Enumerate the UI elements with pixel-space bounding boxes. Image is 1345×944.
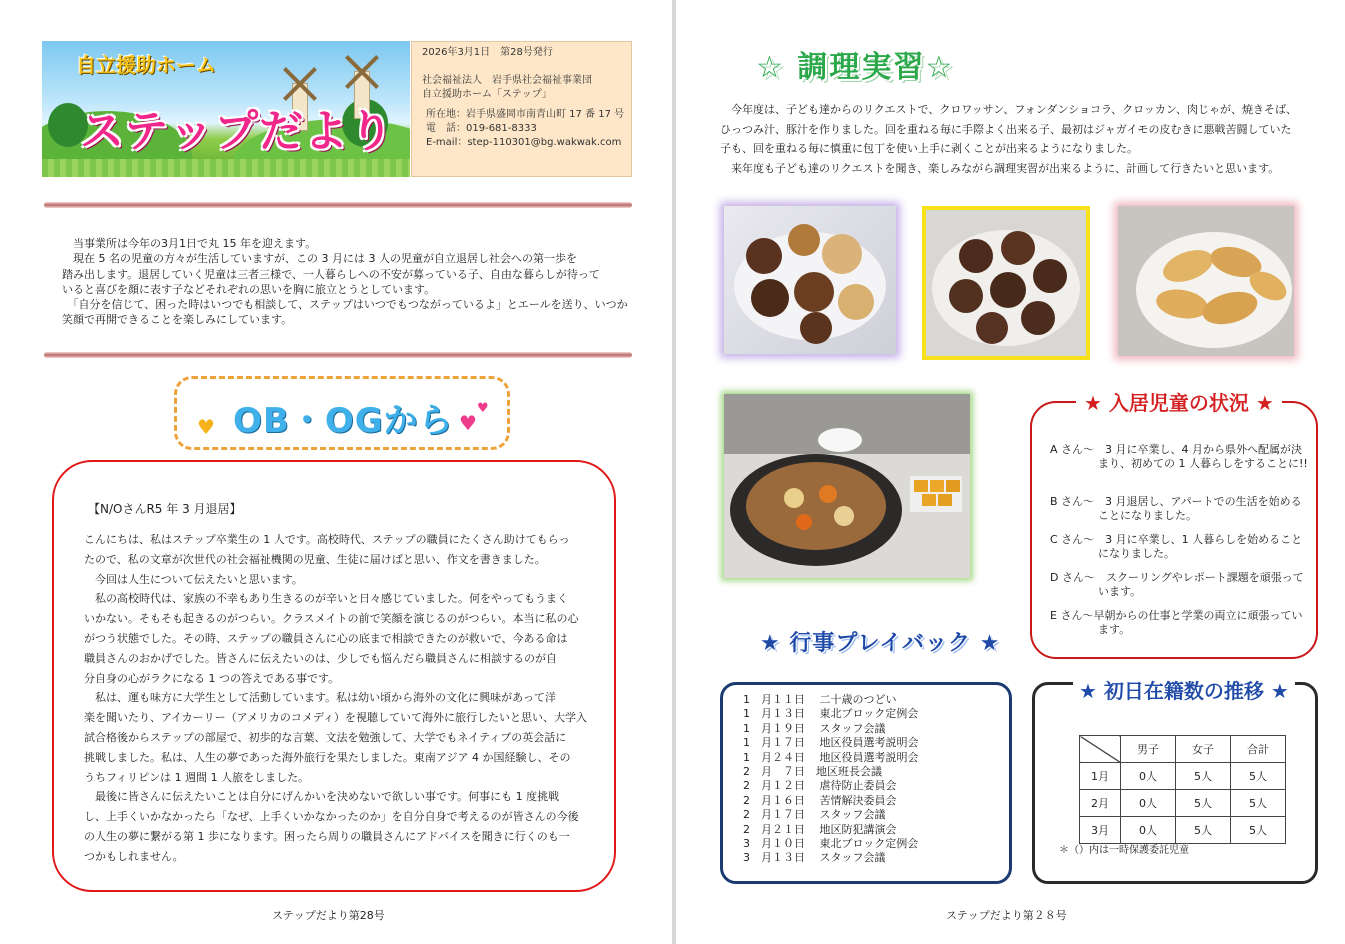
banner-title: ステップだより — [80, 106, 395, 157]
divider-rule — [44, 352, 632, 358]
home-name: 自立援助ホーム「ステップ」 — [422, 89, 552, 100]
cooking-line: 子も、回を重ねる毎に慎重に包丁を使い上手に剥くことが出来るようになりました。 — [720, 142, 1138, 155]
letter-line: 最後に皆さんに伝えたいことは自分にげんかいを決めないで欲しい事です。何事にも 1 度挑戦 — [84, 790, 560, 804]
page-footer: ステップだより第28号 — [272, 909, 385, 922]
cooking-line: ひっつみ汁、豚汁を作りました。回を重ねる毎に手際よく出来る子、最初はジャガイモの皮むきに悪戦苦闘していた — [720, 122, 1292, 136]
letter-line: うちフィリピンは 1 週間 1 人旅をしました。 — [84, 770, 310, 784]
banner-subtitle: 自立援助ホーム — [76, 53, 216, 77]
intro-paragraph — [62, 236, 632, 328]
table-row — [1080, 790, 1286, 817]
table-row — [1080, 763, 1286, 790]
table-cell: 3月 — [1080, 817, 1121, 844]
table-cell: 5人 — [1231, 790, 1286, 817]
event-item: 2 月１２日 虐待防止委員会 — [743, 779, 897, 793]
letter-line: いかない。そもそも起きるのがつらい。クラスメイトの前で笑顔を演じるのがつらい。本当に私の心 — [84, 612, 579, 626]
heart-icon: ♥ — [459, 411, 477, 435]
fondant-image — [926, 210, 1086, 356]
events-box — [720, 682, 1012, 884]
events-title: ★ 行事プレイバック ★ — [760, 631, 1001, 656]
enrollment-title: ★ 初日在籍数の推移 ★ — [1073, 675, 1295, 704]
photo-nikujaga — [724, 394, 970, 578]
status-item: A さん～ 3 月に卒業し、4 月から県外へ配属が決まり、初めての 1 人暮らしをすることに!! — [1050, 443, 1308, 471]
letter-line: こんにちは、私はステップ卒業生の 1 人です。高校時代、ステップの職員にたくさん助けてもらっ — [84, 533, 570, 546]
nikujaga-image — [724, 394, 970, 578]
event-item: 3 月１３日 スタッフ会議 — [743, 851, 886, 865]
issue-info-box — [411, 41, 632, 177]
event-item: 2 月１７日 スタッフ会議 — [743, 808, 886, 822]
intro-line: 現在 5 名の児童の方々が生活していますが、この 3 月には 3 人の児童が自立退居し社会への第一歩を — [62, 252, 577, 266]
status-title: ★ 入居児童の状況 ★ — [1076, 387, 1282, 416]
table-header-cell: 女子 — [1176, 736, 1231, 763]
event-item: 1 月２４日 地区役員選考説明会 — [743, 750, 919, 764]
intro-line: いると喜びを顔に表す子などそれぞれの思いを胸に旅立とうとしています。 — [62, 282, 436, 296]
alumni-letter-box — [52, 460, 616, 892]
cooking-line: 今年度は、子ども達からのリクエストで、クロワッサン、フォンダンショコラ、クロッカン、肉じゃが、焼きそば、 — [720, 103, 1298, 116]
letter-line: 私の高校時代は、家族の不幸もあり生きるのが辛いと日々感じていました。何をやってもうまく — [84, 592, 568, 606]
enrollment-note: ＊（）内は一時保護委託児童 — [1059, 845, 1189, 856]
enrollment-table — [1079, 735, 1286, 844]
cooking-title: ☆ 調理実習☆ — [756, 50, 955, 85]
obog-heading-box — [174, 376, 510, 450]
letter-line: 私は、運も味方に大学生として活動しています。私は幼い頃から海外の文化に興味があって洋 — [84, 691, 557, 705]
event-item: 2 月２１日 地区防犯講演会 — [743, 822, 897, 836]
table-header-cell: 合計 — [1231, 736, 1286, 763]
table-cell: 5人 — [1231, 817, 1286, 844]
event-item: 3 月１０日 東北ブロック定例会 — [743, 837, 919, 850]
residents-status-box — [1030, 391, 1318, 659]
header-banner — [42, 41, 410, 177]
table-cell: 0人 — [1121, 763, 1176, 790]
letter-line: 試合格後からステップの部屋で、初歩的な言葉、文法を勉強して、大学でもネイティブの英会話に — [84, 730, 567, 744]
intro-line: 当事業所は今年の3月1日で丸 15 年を迎えます。 — [62, 237, 317, 250]
divider-rule — [44, 202, 632, 208]
event-item: 1 月１７日 地区役員選考説明会 — [743, 736, 919, 750]
email: E-mail：step-110301@bg.wakwak.com — [426, 137, 622, 148]
letter-line: し、上手くいかなかったら「なぜ、上手くいかなかったのか」を自分自身で考えるのが皆さんの今後 — [84, 810, 579, 824]
letter-line: 今回は人生について伝えたいと思います。 — [84, 572, 303, 586]
event-item: 2 月１６日 苦情解決委員会 — [743, 793, 897, 807]
letter-line: 楽を聞いたり、アイカーリー（アメリカのコメディ）を視聴していて海外に旅行したいと思い、大学入 — [84, 711, 588, 725]
event-item: 2 月 ７日 地区班長会議 — [743, 765, 882, 778]
photo-croissants — [1118, 206, 1294, 356]
table-cell: 5人 — [1176, 763, 1231, 790]
table-cell: 5人 — [1231, 763, 1286, 790]
status-item: E さん～早朝からの仕事と学業の両立に頑張っています。 — [1050, 609, 1303, 637]
table-cell: 5人 — [1176, 817, 1231, 844]
letter-line: がつう状態でした。その時、ステップの職員さんに心の底まで相談できたのが救いで、今ある命は — [84, 631, 568, 645]
letter-line: 職員さんのおかげでした。皆さんに伝えたいのは、少しでも悩んだら職員さんに相談するのが自 — [84, 651, 557, 665]
event-item: 1 月１３日 東北ブロック定例会 — [743, 707, 919, 721]
table-cell: 0人 — [1121, 817, 1176, 844]
letter-heading: 【N/OさんR5 年 3 月退居】 — [88, 502, 242, 516]
letter-line: 挑戦しました。私は、人生の夢であった海外旅行を果たしました。東南アジア 4 か国経験し、その — [84, 750, 571, 764]
photo-muffins — [724, 206, 896, 354]
status-item: D さん～ スクーリングやレポート課題を頑張っています。 — [1050, 571, 1304, 599]
issue-date: 2026年3月1日 第28号発行 — [422, 47, 553, 58]
event-item: 1 月１１日 二十歳のつどい — [743, 693, 897, 706]
heart-icon: ♥ — [477, 401, 489, 416]
enrollment-box — [1032, 679, 1318, 884]
right-page — [676, 0, 1345, 944]
cooking-paragraph — [720, 100, 1320, 178]
status-item: B さん～ 3 月退居し、アパートでの生活を始めることになりました。 — [1050, 495, 1302, 523]
letter-line: 分自身の心がラクになる 1 つの答えである事です。 — [84, 671, 340, 685]
status-item: C さん～ 3 月に卒業し、1 人暮らしを始めることになりました。 — [1050, 533, 1303, 561]
heart-icon: ♥ — [197, 415, 215, 439]
left-page — [0, 0, 672, 944]
intro-line: 踏み出します。退居していく児童は三者三様で、一人暮らしへの不安が募っている子、自由な暮らしが待って — [62, 267, 600, 281]
muffins-image — [724, 206, 896, 354]
table-cell: 1月 — [1080, 763, 1121, 790]
grass-strip — [42, 159, 410, 177]
address: 所在地：岩手県盛岡市南青山町 17 番 17 号 — [426, 109, 625, 120]
table-row — [1080, 817, 1286, 844]
table-cell: 2月 — [1080, 790, 1121, 817]
table-cell: 5人 — [1176, 790, 1231, 817]
photo-fondant-chocolat — [922, 206, 1090, 360]
letter-line: の人生の夢に繋がる第 1 歩になります。困ったら周りの職員さんにアドバイスを聞きに行くのも一 — [84, 829, 570, 843]
obog-title: OB・OGから — [233, 401, 454, 441]
croissants-image — [1118, 206, 1294, 356]
table-header-cell: 男子 — [1121, 736, 1176, 763]
letter-line: つかもしれません。 — [84, 849, 184, 863]
table-header-row — [1080, 736, 1286, 763]
phone: 電 話：019-681-8333 — [426, 123, 537, 134]
cooking-line: 来年度も子ども達のリクエストを聞き、楽しみながら調理実習が出来るように、計画して行きたいと思います。 — [720, 161, 1280, 175]
event-item: 1 月１９日 スタッフ会議 — [743, 721, 886, 735]
intro-line: 笑顔で再開できることを楽しみにしています。 — [62, 313, 293, 327]
intro-line: 「自分を信じて、困った時はいつでも相談して、ステップはいつでもつながっているよ」とエールを送り、いつか — [62, 298, 628, 312]
page-footer: ステップだより第２８号 — [946, 909, 1067, 922]
letter-body — [84, 530, 594, 867]
letter-line: たので、私の文章が次世代の社会福祉機関の児童、生徒に届けばと思い、作文を書きました。 — [84, 552, 546, 566]
org-name: 社会福祉法人 岩手県社会福祉事業団 — [422, 75, 592, 86]
table-cell: 0人 — [1121, 790, 1176, 817]
table-corner-cell — [1080, 736, 1121, 763]
